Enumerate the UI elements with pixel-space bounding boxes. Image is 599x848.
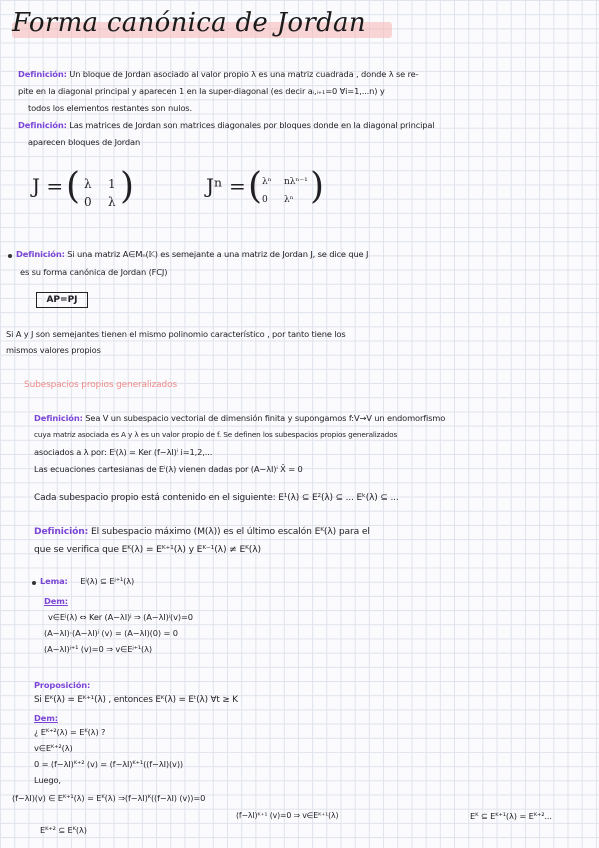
definition-label: Definición:: [34, 413, 83, 423]
left-paren: (: [66, 166, 81, 207]
proof-line: v∈Eʲ(λ) ⇔ Ker (A−λI)ʲ ⇒ (A−λI)ʲ(v)=0: [48, 612, 193, 622]
definition-2: [18, 121, 434, 129]
boxed-formula: AP=PJ: [36, 292, 88, 308]
proof-line: (f−λI)(v) ∈ Eᴷ⁺¹(λ) = Eᴷ(λ) ⇒(f−λI)ᴷ((f−λI) (v))=0: [12, 793, 206, 803]
proof-line: Eᴷ ⊆ Eᴷ⁺¹(λ) = Eᴷ⁺²...: [470, 811, 552, 821]
bullet: [8, 254, 12, 258]
definition-4-line-4: Las ecuaciones cartesianas de Eⁱ(λ) vienen dadas por (A−λI)ⁱ X̄ = 0: [34, 464, 303, 474]
definition-1: [18, 70, 418, 78]
lemma: [40, 577, 134, 585]
definition-1-line-2: pite en la diagonal principal y aparecen 1 en la super-diagonal (es decir aᵢ,ᵢ₊₁=0 ∀i=1,...n) y: [18, 86, 385, 96]
proof-line: Eᴷ⁺² ⊆ Eᴷ(λ): [40, 825, 87, 835]
matrix-cell: λⁿ: [284, 195, 294, 205]
right-paren: ): [310, 166, 325, 207]
definition-1-line-3: todos los elementos restantes son nulos.: [28, 103, 192, 113]
definition-2-line-2: aparecen bloques de Jordan: [28, 137, 141, 147]
section-heading: Subespacios propios generalizados: [24, 380, 177, 390]
definition-text: Sea V un subespacio vectorial de dimensión finita y supongamos f:V→V un endomorfismo: [85, 413, 446, 423]
definition-label: Definición:: [34, 526, 89, 537]
definition-5: [34, 527, 370, 536]
proof-line: (A−λI)ʲ⁺¹ (v)=0 ⇒ v∈Eʲ⁺¹(λ): [44, 644, 152, 654]
page-title: Forma canónica de Jordan: [12, 8, 366, 38]
proof-line: Luego,: [34, 775, 61, 785]
definition-4-line-3: asociados a λ por: Eⁱ(λ) = Ker (f−λI)ⁱ i=1,2,...: [34, 447, 213, 457]
left-paren: (: [248, 166, 263, 207]
definition-4: [34, 414, 445, 422]
lemma-label: Lema:: [40, 576, 68, 586]
definition-label: Definición:: [18, 120, 67, 130]
definition-text: Las matrices de Jordan son matrices diagonales por bloques donde en la diagonal principal: [69, 120, 435, 130]
matrix-cell: nλⁿ⁻¹: [284, 177, 308, 187]
proof-line: ¿ Eᴷ⁺²(λ) = Eᴷ(λ) ?: [34, 727, 106, 737]
definition-text: Un bloque de Jordan asociado al valor propio λ es una matriz cuadrada , donde λ se re-: [69, 69, 419, 79]
matrix-cell: λ: [84, 177, 92, 191]
right-paren: ): [120, 166, 135, 207]
matrix-cell: 1: [108, 177, 116, 191]
matrix-cell: λ: [108, 195, 116, 209]
proof-label: Dem:: [34, 713, 58, 723]
definition-label: Definición:: [16, 249, 65, 259]
definition-5-line-2: que se verifica que Eᴷ(λ) = Eᴷ⁺¹(λ) y Eᴷ⁻¹(λ) ≠ Eᴷ(λ): [34, 544, 261, 555]
proof-line: v∈Eᴷ⁺²(λ): [34, 743, 73, 753]
lemma-statement: Eʲ(λ) ⊆ Eʲ⁺¹(λ): [80, 576, 135, 586]
proof-line: (f−λI)ᴷ⁺¹ (v)=0 ⇒ v∈Eᴷ⁺¹(λ): [236, 811, 339, 820]
proof-line: 0 = (f−λI)ᴷ⁺² (v) = (f−λI)ᴷ⁺¹((f−λI)(v)): [34, 759, 183, 769]
similarity-statement-line-2: mismos valores propios: [6, 345, 101, 355]
matrix-cell: 0: [262, 195, 268, 205]
proof-line: (A−λI)·(A−λI)ʲ (v) = (A−λI)(0) = 0: [44, 628, 178, 638]
matrix-cell: λⁿ: [262, 177, 272, 187]
definition-3: [16, 250, 368, 258]
definition-text: Si una matriz A∈Mₙ(𝕂) es semejante a una matriz de Jordan J, se dice que J: [67, 249, 369, 259]
proposition-label: Proposición:: [34, 680, 91, 690]
similarity-statement: Si A y J son semejantes tienen el mismo polinomio característico , por tanto tiene los: [6, 329, 346, 339]
subspace-chain: Cada subespacio propio está contenido en el siguiente: E¹(λ) ⊆ E²(λ) ⊆ ... Eᵏ(λ) ⊆ ...: [34, 493, 399, 503]
proof-label: Dem:: [44, 596, 68, 606]
definition-3-line-2: es su forma canónica de Jordan (FCJ): [20, 267, 168, 277]
definition-4-line-2: cuya matriz asociada es A y λ es un valor propio de f. Se definen los subespacios propios generalizados: [34, 430, 398, 439]
matrix-lhs: J =: [32, 174, 64, 198]
matrix-cell: 0: [84, 195, 92, 209]
bullet: [32, 581, 36, 585]
definition-text: El subespacio máximo (M(λ)) es el último escalón Eᴷ(λ) para el: [90, 526, 370, 537]
proposition-statement: Si Eᴷ(λ) = Eᴷ⁺¹(λ) , entonces Eᴷ(λ) = Eᵗ(λ) ∀t ≥ K: [34, 695, 238, 705]
matrix-lhs: Jⁿ =: [206, 174, 246, 198]
definition-label: Definición:: [18, 69, 67, 79]
